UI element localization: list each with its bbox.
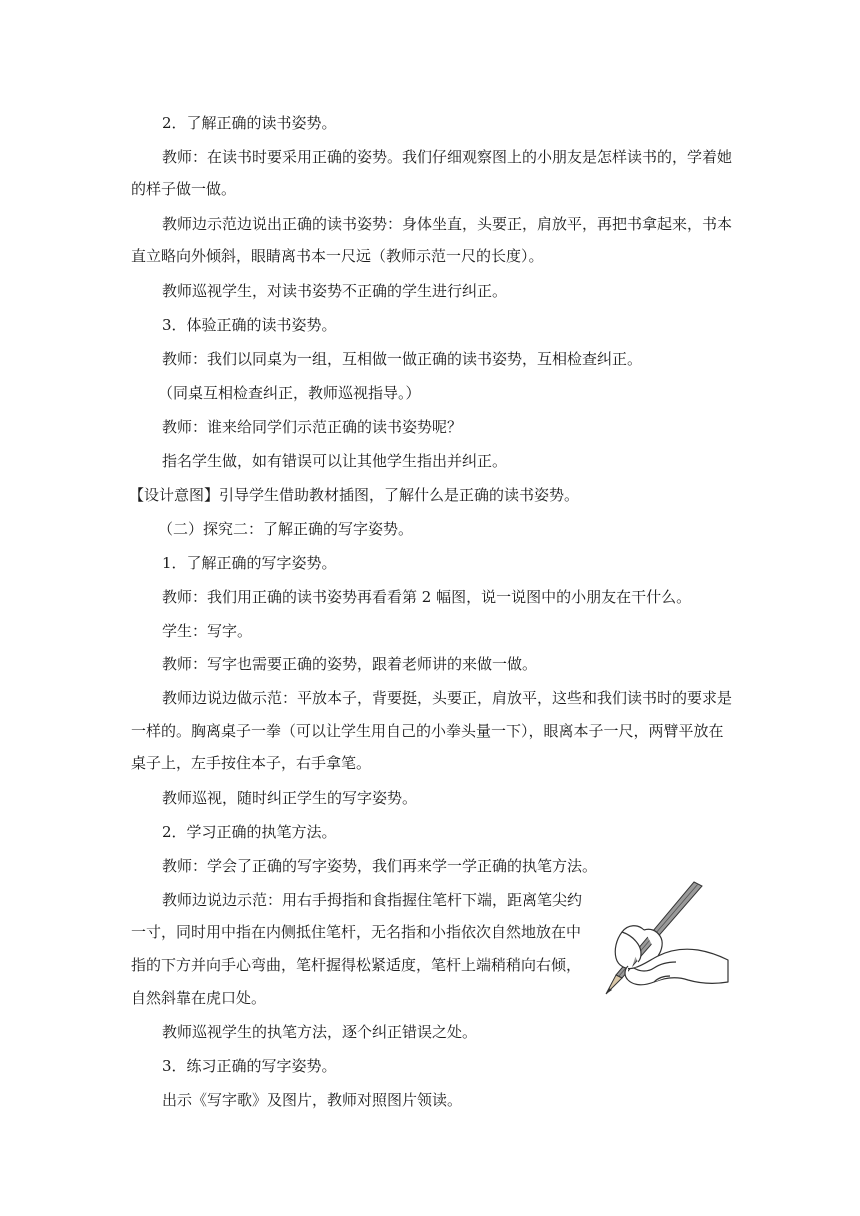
paragraph-line: 教师边说边示范：用右手拇指和食指握住笔杆下端，距离笔尖约 — [162, 891, 583, 909]
hand-icon — [615, 926, 728, 985]
paragraph-line: 指的下方并向手心弯曲，笔杆握得松紧适度，笔杆上端稍稍向右倾， — [131, 956, 582, 974]
paragraph-line: 教师：学会了正确的写字姿势，我们再来学一学正确的执笔方法。 — [162, 857, 598, 875]
paragraph-line: （同桌互相检查纠正，教师巡视指导。） — [158, 384, 421, 402]
paragraph-line: 出示《写字歌》及图片，教师对照图片领读。 — [162, 1091, 463, 1109]
subheading-reading-posture: 2．了解正确的读书姿势。 — [162, 114, 337, 132]
paragraph-line: 教师：在读书时要采用正确的姿势。我们仔细观察图上的小朋友是怎样读书的，学着她 — [162, 148, 733, 166]
paragraph-line: 桌子上，左手按住本子，右手拿笔。 — [131, 754, 372, 772]
paragraph-line: 教师巡视学生，对读书姿势不正确的学生进行纠正。 — [162, 282, 508, 300]
pen-grip-illustration — [598, 878, 732, 1000]
paragraph-line: 教师巡视学生的执笔方法，逐个纠正错误之处。 — [162, 1023, 478, 1041]
design-intent-note: 【设计意图】引导学生借助教材插图，了解什么是正确的读书姿势。 — [129, 486, 580, 504]
paragraph-line: 直立略向外倾斜，眼睛离书本一尺远（教师示范一尺的长度）。 — [131, 247, 544, 265]
paragraph-line: 自然斜靠在虎口处。 — [131, 989, 267, 1007]
paragraph-line: 教师边说边做示范：平放本子，背要挺，头要正，肩放平，这些和我们读书时的要求是 — [162, 689, 733, 707]
paragraph-line: 教师：我们以同桌为一组，互相做一做正确的读书姿势，互相检查纠正。 — [162, 350, 643, 368]
paragraph-line: 学生：写字。 — [162, 622, 253, 640]
subheading-pen-grip: 2．学习正确的执笔方法。 — [162, 823, 337, 841]
subheading-writing-posture: 1．了解正确的写字姿势。 — [162, 554, 337, 572]
section-heading-explore-two: （二）探究二：了解正确的写字姿势。 — [158, 520, 414, 538]
paragraph-line: 教师：写字也需要正确的姿势，跟着老师讲的来做一做。 — [162, 655, 538, 673]
subheading-practice-writing: 3．练习正确的写字姿势。 — [162, 1057, 337, 1075]
paragraph-line: 教师边示范边说出正确的读书姿势：身体坐直，头要正，肩放平，再把书拿起来，书本 — [162, 215, 733, 233]
paragraph-line: 指名学生做，如有错误可以让其他学生指出并纠正。 — [162, 452, 508, 470]
paragraph-line: 一寸，同时用中指在内侧抵住笔杆，无名指和小指依次自然地放在中 — [131, 923, 582, 941]
paragraph-line: 教师：谁来给同学们示范正确的读书姿势呢？ — [162, 418, 463, 436]
paragraph-line: 教师巡视，随时纠正学生的写字姿势。 — [162, 789, 418, 807]
subheading-experience-reading: 3．体验正确的读书姿势。 — [162, 316, 337, 334]
paragraph-line: 一样的。胸离桌子一拳（可以让学生用自己的小拳头量一下），眼离本子一尺，两臂平放在 — [131, 722, 724, 740]
paragraph-line: 的样子做一做。 — [131, 180, 237, 198]
paragraph-line: 教师：我们用正确的读书姿势再看看第 2 幅图，说一说图中的小朋友在干什么。 — [162, 588, 692, 606]
